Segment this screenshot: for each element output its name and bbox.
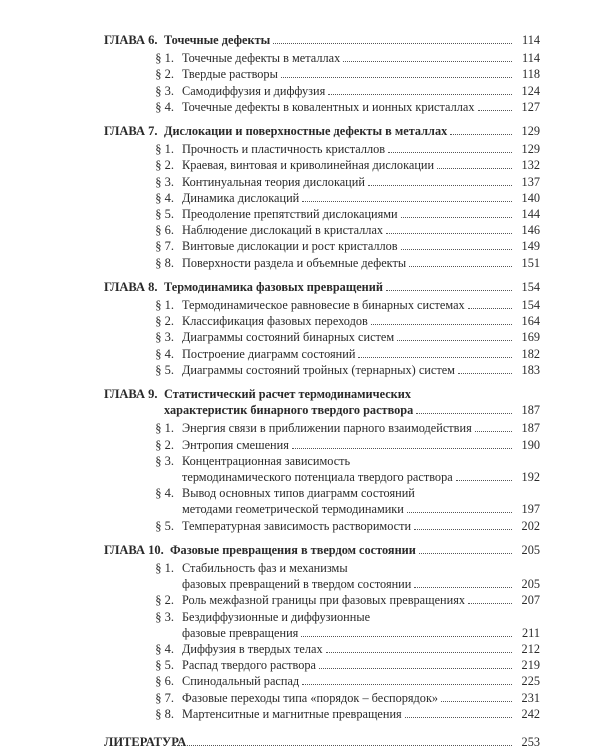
page-number: 231 [521, 690, 540, 705]
section-title: Роль межфазной границы при фазовых превращениях [182, 593, 465, 608]
page-number: 211 [522, 625, 540, 640]
leader-dots [437, 168, 512, 169]
section-number: § 3. [155, 609, 174, 624]
page-number: 183 [521, 362, 540, 377]
section-title: Диффузия в твердых телах [182, 642, 323, 656]
leader-dots [478, 110, 513, 111]
page-number: 149 [521, 239, 540, 254]
leader-dots [407, 512, 512, 513]
chapter-heading [104, 543, 540, 557]
chapter-title: Фазовые превращения в твердом состоянии [170, 542, 416, 557]
section-title: Динамика дислокаций [182, 190, 300, 205]
section-title: Классификация фазовых переходов [182, 314, 368, 329]
leader-dots [458, 373, 512, 374]
leader-dots [416, 413, 512, 414]
page-number: 114 [522, 33, 540, 47]
leader-dots [405, 717, 512, 718]
section-title: фазовых превращений в твердом состоянии [182, 577, 412, 592]
section-number: § 2. [155, 593, 174, 608]
leader-dots [419, 553, 512, 554]
section-title: Винтовые дислокации и рост кристаллов [182, 239, 398, 254]
leader-dots [371, 324, 512, 325]
section-title: Температурная зависимость растворимости [182, 518, 412, 533]
section-number: § 1. [155, 51, 174, 66]
section-number: § 1. [155, 142, 174, 157]
section-item-cont [150, 470, 540, 484]
page-number: 225 [521, 674, 540, 689]
page-number: 169 [521, 330, 540, 345]
chapter-heading [104, 33, 540, 47]
section-item [150, 347, 540, 361]
leader-dots [468, 308, 512, 309]
section-title: Распад твердого раствора [182, 658, 316, 673]
section-item [150, 330, 540, 344]
leader-dots [302, 684, 512, 685]
section-item [150, 67, 540, 81]
page-number: 253 [521, 735, 540, 749]
section-title: Диаграммы состояний тройных (тернарных) систем [182, 362, 455, 377]
page-number: 212 [521, 642, 540, 656]
page-number: 144 [521, 207, 540, 221]
section-item [150, 707, 540, 721]
section-item-cont [150, 626, 540, 640]
leader-dots [328, 94, 512, 95]
page-number: 129 [521, 124, 540, 138]
section-title: Вывод основных типов диаграмм состояний [182, 486, 415, 501]
leader-dots [456, 480, 512, 481]
page-number: 197 [521, 502, 540, 517]
section-item [150, 314, 540, 328]
section-title: Энергия связи в приближении парного взаимодействия [182, 421, 472, 436]
leader-dots [401, 249, 512, 250]
section-item [150, 191, 540, 205]
section-number: § 1. [155, 298, 174, 312]
section-title: Преодоление препятствий дислокациями [182, 207, 398, 221]
page-number: 124 [521, 83, 540, 98]
leader-dots [441, 701, 512, 702]
section-item [150, 256, 540, 270]
section-number: § 4. [155, 642, 174, 656]
section-item [150, 100, 540, 114]
page-number: 137 [521, 174, 540, 189]
section-title: методами геометрической термодинамики [182, 502, 404, 517]
section-title: Энтропия смешения [182, 437, 289, 452]
leader-dots [475, 431, 512, 432]
leader-dots [386, 290, 512, 291]
section-title: Наблюдение дислокаций в кристаллах [182, 223, 384, 238]
section-number: § 8. [155, 706, 174, 721]
leader-dots [450, 134, 512, 135]
chapter-heading [104, 387, 540, 401]
page-number: 132 [521, 158, 540, 173]
leader-dots [468, 603, 512, 604]
section-item [150, 298, 540, 312]
section-number: § 4. [155, 346, 174, 361]
literature-heading [104, 735, 540, 749]
page-number: 182 [521, 346, 540, 361]
section-number: § 3. [155, 453, 174, 468]
chapter-label: ЛИТЕРАТУРА [104, 735, 187, 749]
page-number: 140 [521, 190, 540, 205]
page-number: 219 [521, 658, 540, 673]
section-number: § 5. [155, 207, 174, 221]
section-item [150, 207, 540, 221]
section-number: § 3. [155, 174, 174, 189]
leader-dots [173, 745, 512, 746]
section-number: § 2. [155, 67, 174, 82]
section-title: Прочность и пластичность кристаллов [182, 142, 386, 157]
section-number: § 6. [155, 223, 174, 238]
chapter-title: Дислокации и поверхностные дефекты в металлах [164, 124, 448, 138]
page-number: 205 [521, 577, 540, 592]
chapter-label: ГЛАВА 8. [104, 279, 158, 294]
section-number: § 5. [155, 362, 174, 377]
page-number: 146 [521, 223, 540, 238]
chapter-heading-cont [104, 403, 540, 417]
leader-dots [319, 668, 512, 669]
section-title: Точечные дефекты в ковалентных и ионных кристаллах [182, 99, 475, 114]
section-item [150, 239, 540, 253]
section-title: Спинодальный распад [182, 674, 300, 689]
leader-dots [343, 61, 512, 62]
section-number: § 7. [155, 690, 174, 705]
section-item [150, 486, 540, 500]
section-item [150, 610, 540, 624]
chapter-label: ГЛАВА 6. [104, 33, 158, 47]
section-title: Мартенситные и магнитные превращения [182, 706, 402, 721]
section-title: Поверхности раздела и объемные дефекты [182, 255, 407, 270]
section-number: § 4. [155, 99, 174, 114]
section-item [150, 642, 540, 656]
section-item [150, 158, 540, 172]
chapter-heading [104, 280, 540, 294]
section-title: Точечные дефекты в металлах [182, 51, 341, 66]
page-number: 242 [521, 706, 540, 721]
page-number: 187 [521, 421, 540, 436]
section-item [150, 84, 540, 98]
leader-dots [397, 340, 512, 341]
page-number: 207 [521, 593, 540, 608]
page-number: 192 [521, 470, 540, 484]
section-title: Концентрационная зависимость [182, 453, 351, 468]
page-number: 129 [521, 142, 540, 157]
section-title: термодинамического потенциала твердого раствора [182, 470, 453, 484]
section-title: Построение диаграмм состояний [182, 346, 356, 361]
section-number: § 2. [155, 158, 174, 173]
chapter-label: ГЛАВА 9. [104, 387, 158, 401]
leader-dots [401, 217, 512, 218]
page-number: 127 [521, 99, 540, 114]
section-number: § 1. [155, 561, 174, 575]
leader-dots [326, 652, 512, 653]
section-title: Термодинамическое равновесие в бинарных системах [182, 298, 465, 312]
chapter-label: ГЛАВА 7. [104, 124, 158, 138]
page-number: 190 [521, 437, 540, 452]
section-title: Диаграммы состояний бинарных систем [182, 330, 395, 345]
section-title: Фазовые переходы типа «порядок – беспорядок» [182, 690, 439, 705]
section-item [150, 454, 540, 468]
page-number: 187 [521, 403, 540, 418]
section-title: Континуальная теория дислокаций [182, 174, 365, 189]
section-item [150, 438, 540, 452]
page-number: 151 [521, 255, 540, 270]
leader-dots [273, 43, 512, 44]
leader-dots [301, 636, 512, 637]
section-item [150, 658, 540, 672]
section-item [150, 674, 540, 688]
section-number: § 4. [155, 486, 174, 501]
section-item [150, 175, 540, 189]
leader-dots [358, 357, 512, 358]
section-item [150, 519, 540, 533]
section-title: Самодиффузия и диффузия [182, 83, 326, 98]
section-item [150, 691, 540, 705]
section-item [150, 363, 540, 377]
section-title: Твердые растворы [182, 67, 278, 82]
page-number: 154 [521, 298, 540, 312]
section-title: Бездиффузионные и диффузионные [182, 609, 371, 624]
page-number: 205 [521, 542, 540, 557]
leader-dots [292, 448, 512, 449]
page-number: 202 [521, 518, 540, 533]
section-item [150, 593, 540, 607]
chapter-title: характеристик бинарного твердого раствора [164, 403, 414, 418]
section-item [150, 223, 540, 237]
section-item [150, 421, 540, 435]
chapter-heading [104, 124, 540, 138]
section-number: § 6. [155, 674, 174, 689]
chapter-title: Термодинамика фазовых превращений [164, 279, 383, 294]
page-number: 164 [521, 314, 540, 329]
chapter-label: ГЛАВА 10. [104, 542, 164, 557]
page-number: 154 [521, 279, 540, 294]
chapter-title: Статистический расчет термодинамических [164, 387, 411, 401]
leader-dots [386, 233, 512, 234]
leader-dots [388, 152, 512, 153]
section-number: § 1. [155, 421, 174, 436]
section-item [150, 561, 540, 575]
section-item-cont [150, 502, 540, 516]
section-number: § 4. [155, 190, 174, 205]
leader-dots [414, 587, 512, 588]
section-number: § 5. [155, 518, 174, 533]
page-number: 114 [522, 51, 540, 66]
leader-dots [281, 77, 512, 78]
section-item [150, 51, 540, 65]
section-title: Стабильность фаз и механизмы [182, 561, 348, 575]
section-number: § 3. [155, 330, 174, 345]
section-number: § 5. [155, 658, 174, 673]
chapter-title: Точечные дефекты [164, 33, 271, 47]
section-number: § 3. [155, 83, 174, 98]
leader-dots [302, 201, 512, 202]
page-number: 118 [522, 67, 540, 82]
section-number: § 2. [155, 314, 174, 329]
section-item [150, 142, 540, 156]
section-item-cont [150, 577, 540, 591]
leader-dots [409, 266, 512, 267]
section-number: § 8. [155, 255, 174, 270]
leader-dots [414, 529, 512, 530]
section-number: § 7. [155, 239, 174, 254]
section-number: § 2. [155, 437, 174, 452]
section-title: Краевая, винтовая и криволинейная дислокации [182, 158, 435, 173]
section-title: фазовые превращения [182, 625, 299, 640]
leader-dots [368, 185, 512, 186]
